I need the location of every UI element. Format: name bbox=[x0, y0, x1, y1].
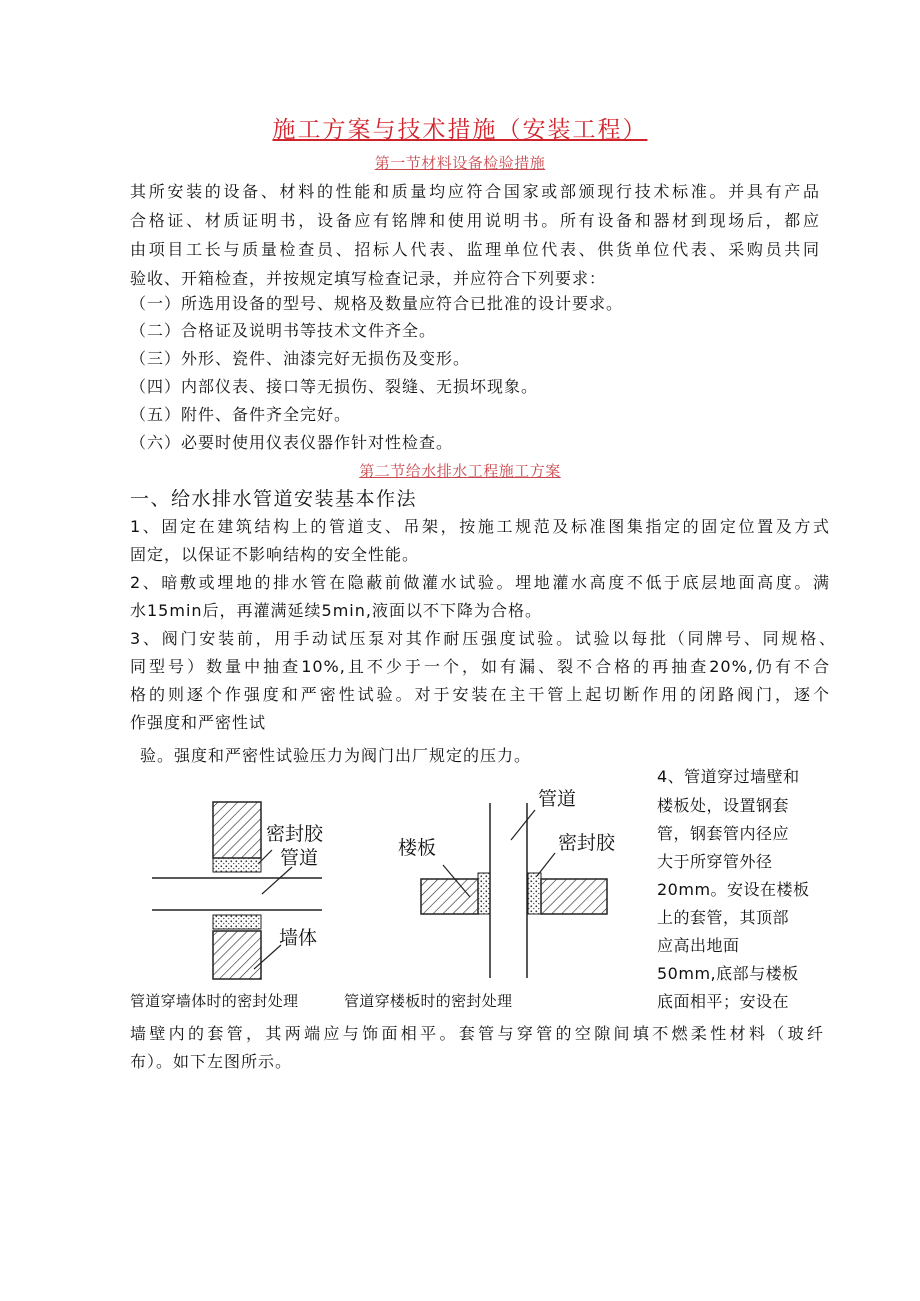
section-1-intro-line-2: 合格证、材质证明书，设备应有铭牌和使用说明书。所有设备和器材到现场后，都应 bbox=[130, 211, 820, 230]
floor-left-sealant bbox=[478, 873, 490, 914]
para-4-right-line-1: 4、管道穿过墙壁和 bbox=[657, 767, 800, 786]
requirement-item-1: （一）所选用设备的型号、规格及数量应符合已批准的设计要求。 bbox=[130, 294, 624, 313]
subsection-heading: 一、给水排水管道安装基本作法 bbox=[130, 488, 418, 510]
para-4-right-line-8: 50mm,底部与楼板 bbox=[657, 964, 799, 983]
para-4-bottom-line-1: 墙壁内的套管，其两端应与饰面相平。套管与穿管的空隙间填不燃柔性材料（玻纤 bbox=[130, 1024, 824, 1043]
section-1-intro-line-4: 验收、开箱检查，并按规定填写检查记录，并应符合下列要求： bbox=[130, 269, 607, 288]
para-1-line-1: 1、固定在建筑结构上的管道支、吊架，按施工规范及标准图集指定的固定位置及方式 bbox=[130, 517, 830, 536]
wall-seal-label: 密封胶 bbox=[266, 823, 324, 845]
wall-pipe-leader bbox=[262, 867, 292, 894]
floor-seal-label: 密封胶 bbox=[558, 832, 616, 854]
para-2-line-1: 2、暗敷或埋地的排水管在隐蔽前做灌水试验。埋地灌水高度不低于底层地面高度。满 bbox=[130, 573, 830, 592]
para-4-right-line-5: 20mm。安设在楼板 bbox=[657, 880, 810, 899]
wall-upper-section bbox=[213, 802, 261, 858]
para-2-line-2: 水15min后，再灌满延续5min,液面以不下降为合格。 bbox=[130, 601, 542, 620]
para-4-right-line-2: 楼板处，设置钢套 bbox=[657, 796, 790, 815]
section-2-heading: 第二节给水排水工程施工方案 bbox=[359, 462, 561, 480]
para-1-line-2: 固定，以保证不影响结构的安全性能。 bbox=[130, 545, 420, 564]
requirement-item-4: （四）内部仪表、接口等无损伤、裂缝、无损坏现象。 bbox=[130, 377, 539, 396]
floor-slab-label: 楼板 bbox=[398, 837, 437, 859]
para-4-right-line-4: 大于所穿管外径 bbox=[657, 852, 773, 871]
para-4-right-line-7: 应高出地面 bbox=[657, 936, 740, 955]
wall-penetration-diagram bbox=[152, 802, 324, 979]
para-3-line-2: 同型号）数量中抽查10%,且不少于一个，如有漏、裂不合格的再抽查20%,仍有不合 bbox=[130, 657, 830, 676]
page-title: 施工方案与技术措施（安装工程） bbox=[272, 117, 648, 143]
floor-figure-caption: 管道穿楼板时的密封处理 bbox=[344, 992, 513, 1010]
para-4-right-line-9: 底面相平；安设在 bbox=[657, 992, 790, 1011]
para-4-right-line-3: 管，钢套管内径应 bbox=[657, 824, 790, 843]
floor-slab-right bbox=[541, 879, 607, 914]
requirement-item-6: （六）必要时使用仪表仪器作针对性检查。 bbox=[130, 433, 454, 452]
para-3-line-3: 格的则逐个作强度和严密性试验。对于安装在主干管上起切断作用的闭路阀门，逐个 bbox=[130, 685, 830, 704]
wall-lower-section bbox=[213, 931, 261, 979]
floor-penetration-diagram bbox=[398, 788, 616, 978]
requirement-item-2: （二）合格证及说明书等技术文件齐全。 bbox=[130, 321, 437, 340]
requirement-item-3: （三）外形、瓷件、油漆完好无损伤及变形。 bbox=[130, 349, 471, 368]
floor-pipe-label: 管道 bbox=[538, 788, 577, 810]
floor-right-sealant bbox=[528, 873, 541, 914]
wall-lower-sealant bbox=[213, 915, 261, 929]
wall-body-label: 墙体 bbox=[279, 927, 318, 949]
wall-figure-caption: 管道穿墙体时的密封处理 bbox=[130, 992, 299, 1010]
floor-seal-leader bbox=[537, 853, 555, 876]
para-3-continuation: 验。强度和严密性试验压力为阀门出厂规定的压力。 bbox=[140, 746, 532, 765]
requirement-item-5: （五）附件、备件齐全完好。 bbox=[130, 405, 352, 424]
wall-pipe-label: 管道 bbox=[280, 847, 319, 869]
section-1-intro-line-3: 由项目工长与质量检查员、招标人代表、监理单位代表、供货单位代表、采购员共同 bbox=[130, 240, 820, 259]
para-4-right-line-6: 上的套管，其顶部 bbox=[657, 908, 790, 927]
section-1-heading: 第一节材料设备检验措施 bbox=[374, 154, 546, 172]
wall-upper-sealant bbox=[213, 858, 261, 872]
section-1-intro-line-1: 其所安装的设备、材料的性能和质量均应符合国家或部颁现行技术标准。并具有产品 bbox=[130, 182, 820, 201]
para-3-line-4: 作强度和严密性试 bbox=[130, 713, 267, 732]
floor-pipe-leader bbox=[511, 810, 535, 840]
para-3-line-1: 3、阀门安装前，用手动试压泵对其作耐压强度试验。试验以每批（同牌号、同规格、 bbox=[130, 629, 836, 648]
para-4-bottom-line-2: 布）。如下左图所示。 bbox=[130, 1052, 293, 1071]
